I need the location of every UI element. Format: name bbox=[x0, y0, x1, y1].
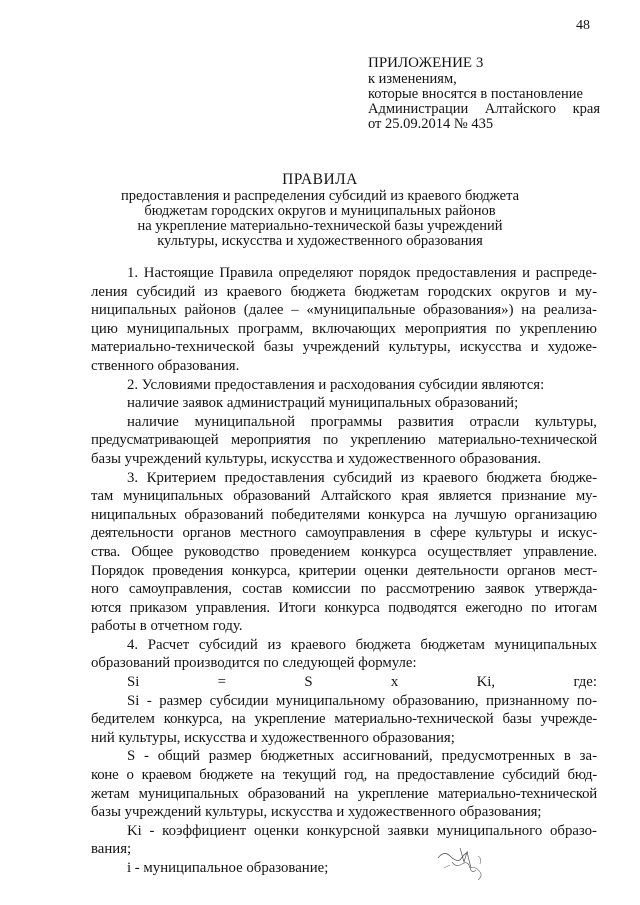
heading-line: культуры, искусства и художественного образования bbox=[157, 233, 483, 249]
paragraph-line: образований производится по следующей формуле: bbox=[91, 655, 417, 672]
formula: Si = S x Ki, где: bbox=[127, 674, 597, 691]
paragraph-line: ний культуры, искусства и художественного образования; bbox=[91, 729, 455, 746]
document-heading bbox=[110, 172, 530, 249]
paragraph-line: деятельности органов местного самоуправления в сфере культуры и искус- bbox=[91, 525, 597, 542]
paragraph-line: S - общий размер бюджетных ассигнований, предусмотренных в за- bbox=[127, 748, 597, 765]
paragraph-line: Si - размер субсидии муниципальному образованию, признанному по- bbox=[127, 692, 597, 709]
paragraph-line: наличие муниципальной программы развития отрасли культуры, bbox=[127, 413, 597, 430]
paragraph-line: ются приказом управления. Итоги конкурса подводятся ежегодно по итогам bbox=[91, 599, 597, 616]
document-body bbox=[91, 264, 597, 878]
paragraph-line: 1. Настоящие Правила определяют порядок предоставления и распреде- bbox=[127, 265, 597, 281]
paragraph-line: цию муниципальных программ, включающих мероприятия по укреплению bbox=[91, 320, 597, 337]
paragraph-line: вания; bbox=[91, 841, 132, 858]
paragraph-line: базы учреждений культуры, искусства и художественного образования; bbox=[91, 804, 542, 821]
appendix-line: к изменениям, bbox=[368, 71, 457, 87]
handwritten-signature bbox=[430, 838, 510, 888]
paragraph-line: ниципальных районов (далее – «муниципальные образования») на реализа- bbox=[91, 302, 597, 319]
paragraph-line: работы в отчетном году. bbox=[91, 618, 243, 635]
appendix-title: ПРИЛОЖЕНИЕ 3 bbox=[368, 55, 484, 71]
appendix-block bbox=[368, 56, 600, 132]
paragraph-line: Ki - коэффициент оценки конкурсной заявки муниципального образо- bbox=[127, 822, 597, 839]
paragraph-line: 4. Расчет субсидий из краевого бюджета бюджетам муниципальных bbox=[127, 636, 597, 653]
paragraph-line: жетам муниципальных образований на укрепление материально-технической bbox=[91, 785, 597, 802]
paragraph-line: ного самоуправления, состав комиссии по рассмотрению заявок утвержда- bbox=[91, 581, 597, 598]
appendix-line: которые вносятся в постановление bbox=[368, 86, 583, 102]
paragraph-line: наличие заявок администраций муниципальных образований; bbox=[127, 395, 519, 412]
heading-line: бюджетам городских округов и муниципальных районов bbox=[144, 203, 496, 219]
paragraph-line: базы учреждений культуры, искусства и художественного образования. bbox=[91, 450, 542, 467]
heading-line: на укрепление материально-технической базы учреждений bbox=[137, 218, 503, 234]
paragraph-line: 2. Условиями предоставления и расходования субсидии являются: bbox=[127, 376, 545, 393]
paragraph-line: i - муниципальное образование; bbox=[127, 860, 329, 876]
paragraph-line: материально-технической базы учреждений культуры, искусства и художе- bbox=[91, 339, 597, 356]
paragraph-line: там муниципальных образований Алтайского края является признание му- bbox=[91, 488, 597, 505]
paragraph-line: ниципальных образований победителями конкурса на лучшую организацию bbox=[91, 506, 597, 523]
paragraph-line: ства. Общее руководство проведением конкурса осуществляет управление. bbox=[91, 543, 597, 560]
appendix-word: Алтайского bbox=[484, 101, 557, 117]
appendix-word: края bbox=[572, 101, 600, 117]
paragraph-line: Порядок проведения конкурса, критерии оценки деятельности органов мест- bbox=[91, 562, 597, 579]
paragraph-line: ственного образования. bbox=[91, 357, 240, 374]
heading-line: предоставления и распределения субсидий из краевого бюджета bbox=[120, 188, 520, 204]
paragraph-line: бедителем конкурса, на укрепление материально-технической базы учрежде- bbox=[91, 711, 597, 728]
appendix-line bbox=[368, 102, 600, 117]
appendix-word: Администрации bbox=[368, 101, 469, 117]
page-number: 48 bbox=[576, 18, 590, 33]
paragraph-line: 3. Критерием предоставления субсидий из краевого бюджета бюдже- bbox=[127, 469, 597, 486]
paragraph-line: ления субсидий из краевого бюджета бюджетам городских округов и му- bbox=[91, 283, 597, 300]
paragraph-line: коне о краевом бюджете на текущий год, на предоставление субсидий бюд- bbox=[91, 767, 597, 784]
paragraph-line: предусматривающей мероприятия по укреплению материально-технической bbox=[91, 432, 597, 449]
appendix-date-line: от 25.09.2014 № 435 bbox=[368, 116, 494, 132]
heading-title: ПРАВИЛА bbox=[282, 171, 358, 188]
